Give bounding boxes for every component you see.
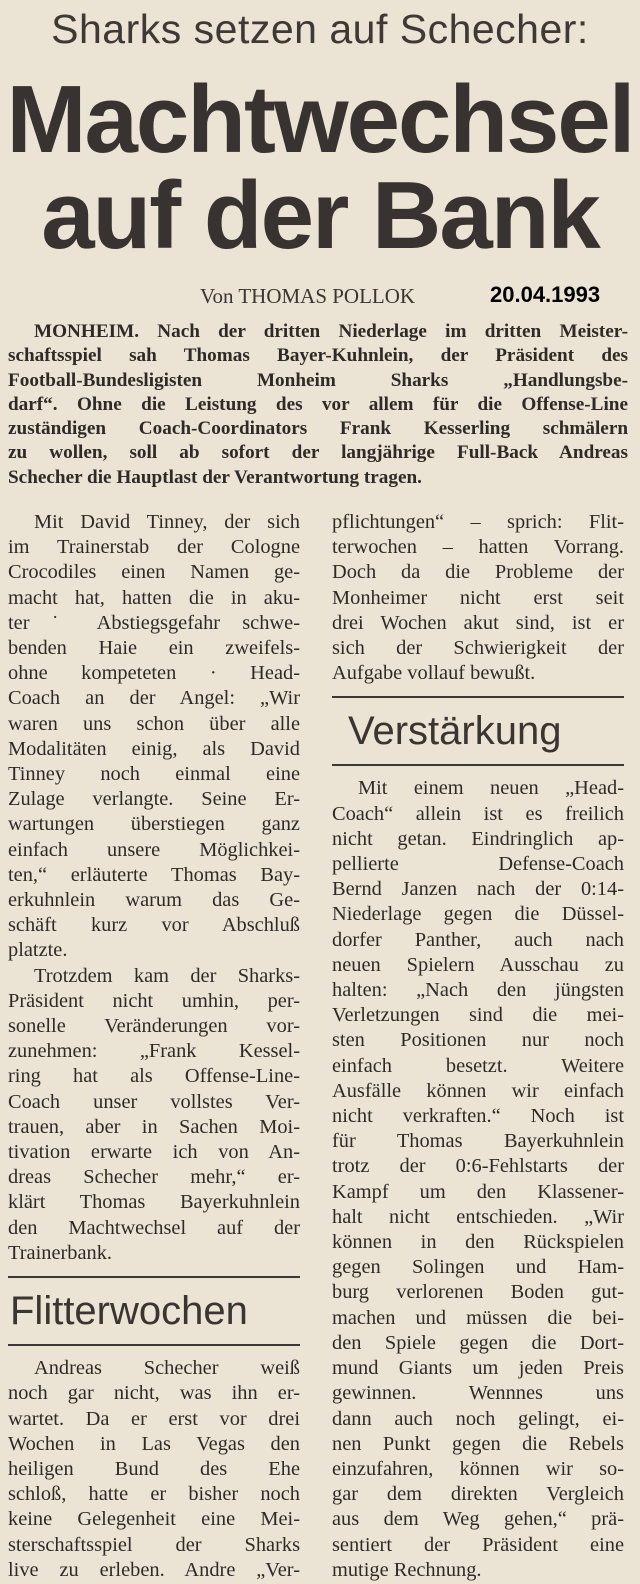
text-line: gar dem direkten Vergleich <box>332 1483 624 1506</box>
lead-line: Football-Bundesligisten Monheim Sharks „Handlungsbe- <box>8 369 628 391</box>
headline-line-1: Machtwechsel <box>6 66 634 173</box>
byline: Von THOMAS POLLOK <box>200 284 416 308</box>
divider <box>8 1344 300 1346</box>
text-line: sten Positionen nur noch <box>332 1029 624 1052</box>
text-line: Ausfälle können wir einfach <box>332 1079 624 1102</box>
text-line: Crocodiles einen Namen ge- <box>8 561 300 584</box>
text-line: ohne kompeteten · Head- <box>8 662 300 685</box>
text-line: Monheimer nicht erst seit <box>332 586 624 609</box>
text-line: trotz der 0:6-Fehlstarts der <box>332 1155 624 1178</box>
text-line: schäft kurz vor Abschluß <box>8 914 300 937</box>
text-line: neuen Spielern Ausschau zu <box>332 953 624 976</box>
text-line: waren uns schon über alle <box>8 712 300 735</box>
text-line: halt nicht entschieden. „Wir <box>332 1205 624 1228</box>
text-line: benden Haie ein zweifels- <box>8 637 300 660</box>
text-line: können in den Rückspielen <box>332 1231 624 1254</box>
text-line: für Thomas Bayerkuhnlein <box>332 1130 624 1153</box>
text-line: Trainerbank. <box>8 1241 113 1264</box>
lead-line: MONHEIM. Nach der dritten Niederlage im dritten Meister- <box>34 321 628 342</box>
headline-line-2: auf der Bank <box>41 162 599 269</box>
text-line: nicht getan. Eindringlich ap- <box>332 827 624 850</box>
text-line: den Machtwechsel auf der <box>8 1216 300 1239</box>
text-line: Verletzungen sind die mei- <box>332 1004 624 1027</box>
subheading-flitterwochen: Flitterwochen <box>10 1289 248 1334</box>
text-line: aus dem Weg gehen,“ prä- <box>332 1508 624 1531</box>
text-line: einfach unsere Möglichkei- <box>8 838 300 861</box>
text-line: halten: „Nach den jüngsten <box>332 979 624 1002</box>
divider <box>8 1276 300 1278</box>
column-left <box>8 510 300 1583</box>
text-line: sich der Schwierigkeit der <box>332 637 624 660</box>
text-line: Bernd Janzen nach der 0:14- <box>332 878 624 901</box>
text-line: burg verlorenen Boden gut- <box>332 1281 624 1304</box>
text-line: Doch da die Probleme der <box>332 561 624 584</box>
lead-line: zu wollen, soll ab sofort der langjährige Full-Back Andreas <box>8 442 628 464</box>
divider <box>332 764 624 766</box>
paragraph <box>8 510 300 964</box>
text-line: sterschaftsspiel der Sharks <box>8 1533 300 1556</box>
paragraph <box>8 1356 300 1583</box>
text-line: Trotzdem kam der Sharks- <box>34 964 300 987</box>
text-line: pellierte Defense-Coach <box>332 853 624 876</box>
text-line: sonelle Veränderungen vor- <box>8 1015 300 1038</box>
divider <box>332 696 624 698</box>
text-line: Zulage verlangte. Seine Er- <box>8 788 300 811</box>
text-line: wartet. Da er erst vor drei <box>8 1407 300 1430</box>
text-line: einfach besetzt. Weitere <box>332 1054 624 1077</box>
text-line: schloß, hatte er bisher noch <box>8 1483 300 1506</box>
lead-paragraph <box>8 320 628 490</box>
text-line: platzte. <box>8 939 68 962</box>
text-line: Kampf um den Klassener- <box>332 1180 624 1203</box>
text-line: trauen, aber in Sachen Moi- <box>8 1115 300 1138</box>
text-line: ten,“ erläuterte Thomas Bay- <box>8 863 300 886</box>
text-line: macht hat, hatten die in aku- <box>8 586 300 609</box>
text-line: keine Gelegenheit eine Mei- <box>8 1508 300 1531</box>
text-line: Andreas Schecher weiß <box>34 1357 300 1380</box>
text-line: Aufgabe vollauf bewußt. <box>332 662 536 685</box>
lead-line: darf“. Ohne die Leistung des vor allem für die Offense-Line <box>8 393 628 415</box>
paragraph <box>332 776 624 1583</box>
lead-line: Schecher die Hauptlast der Verantwortung tragen. <box>8 466 422 488</box>
text-line: mutige Rechnung. <box>332 1558 482 1581</box>
text-line: klärt Thomas Bayerkuhnlein <box>8 1191 300 1214</box>
text-line: dorfer Panther, auch nach <box>332 928 624 951</box>
text-line: terwochen – hatten Vorrang. <box>332 536 624 559</box>
text-line: ter ˙ Abstiegsgefahr schwe- <box>8 611 300 634</box>
subheading-verstaerkung: Verstärkung <box>348 709 562 754</box>
text-line: dann auch noch gelingt, ei- <box>332 1407 624 1430</box>
text-line: machen und müssen die bei- <box>332 1306 624 1329</box>
text-line: Präsident nicht umhin, per- <box>8 989 300 1012</box>
text-line: den Spiele gegen die Dort- <box>332 1331 624 1354</box>
paragraph <box>8 964 300 1266</box>
lead-line: schaftsspiel sah Thomas Bayer-Kuhnlein, der Präsident des <box>8 345 628 367</box>
text-line: dreas Schecher mehr,“ er- <box>8 1166 300 1189</box>
text-line: nen Punkt gegen die Rebels <box>332 1432 624 1455</box>
text-line: zunehmen: „Frank Kessel- <box>8 1040 300 1063</box>
text-line: Coach“ allein ist es freilich <box>332 802 624 825</box>
publication-date: 20.04.1993 <box>490 282 601 307</box>
text-line: Coach unser vollstes Ver- <box>8 1090 300 1113</box>
text-line: drei Wochen akut sind, ist er <box>332 611 624 634</box>
text-line: noch gar nicht, was ihn er- <box>8 1382 300 1405</box>
text-line: Coach an der Angel: „Wir <box>8 687 300 710</box>
text-line: Tinney noch einmal eine <box>8 763 300 786</box>
kicker: Sharks setzen auf Schecher: <box>51 6 589 52</box>
text-line: im Trainerstab der Cologne <box>8 536 300 559</box>
text-line: Mit einem neuen „Head- <box>358 777 624 800</box>
text-line: heiligen Bund des Ehe <box>8 1457 300 1480</box>
text-line: tivation erwarte ich von An- <box>8 1141 300 1164</box>
text-line: wartungen überstiegen ganz <box>8 813 300 836</box>
text-line: nicht verkraften.“ Noch ist <box>332 1105 624 1128</box>
text-line: gewinnen. Wennnes uns <box>332 1382 624 1405</box>
text-line: einzufahren, können wir so- <box>332 1457 624 1480</box>
text-line: Niederlage gegen die Düssel- <box>332 903 624 926</box>
text-line: Wochen in Las Vegas den <box>8 1432 300 1455</box>
text-line: pflichtungen“ – sprich: Flit- <box>332 511 624 533</box>
paragraph <box>332 510 624 686</box>
text-line: ring hat als Offense-Line- <box>8 1065 300 1088</box>
column-right <box>332 510 624 1583</box>
text-line: Mit David Tinney, der sich <box>34 511 300 533</box>
text-line: live zu erleben. Andre „Ver- <box>8 1558 300 1581</box>
text-line: erkuhnlein warum das Ge- <box>8 889 300 912</box>
lead-line: zuständigen Coach-Coordinators Frank Kesserling schmälern <box>8 418 628 440</box>
text-line: gegen Solingen und Ham- <box>332 1256 624 1279</box>
text-line: sentiert der Präsident eine <box>332 1533 624 1556</box>
text-line: mund Giants um jeden Preis <box>332 1357 624 1380</box>
text-line: Modalitäten einig, als David <box>8 737 300 760</box>
